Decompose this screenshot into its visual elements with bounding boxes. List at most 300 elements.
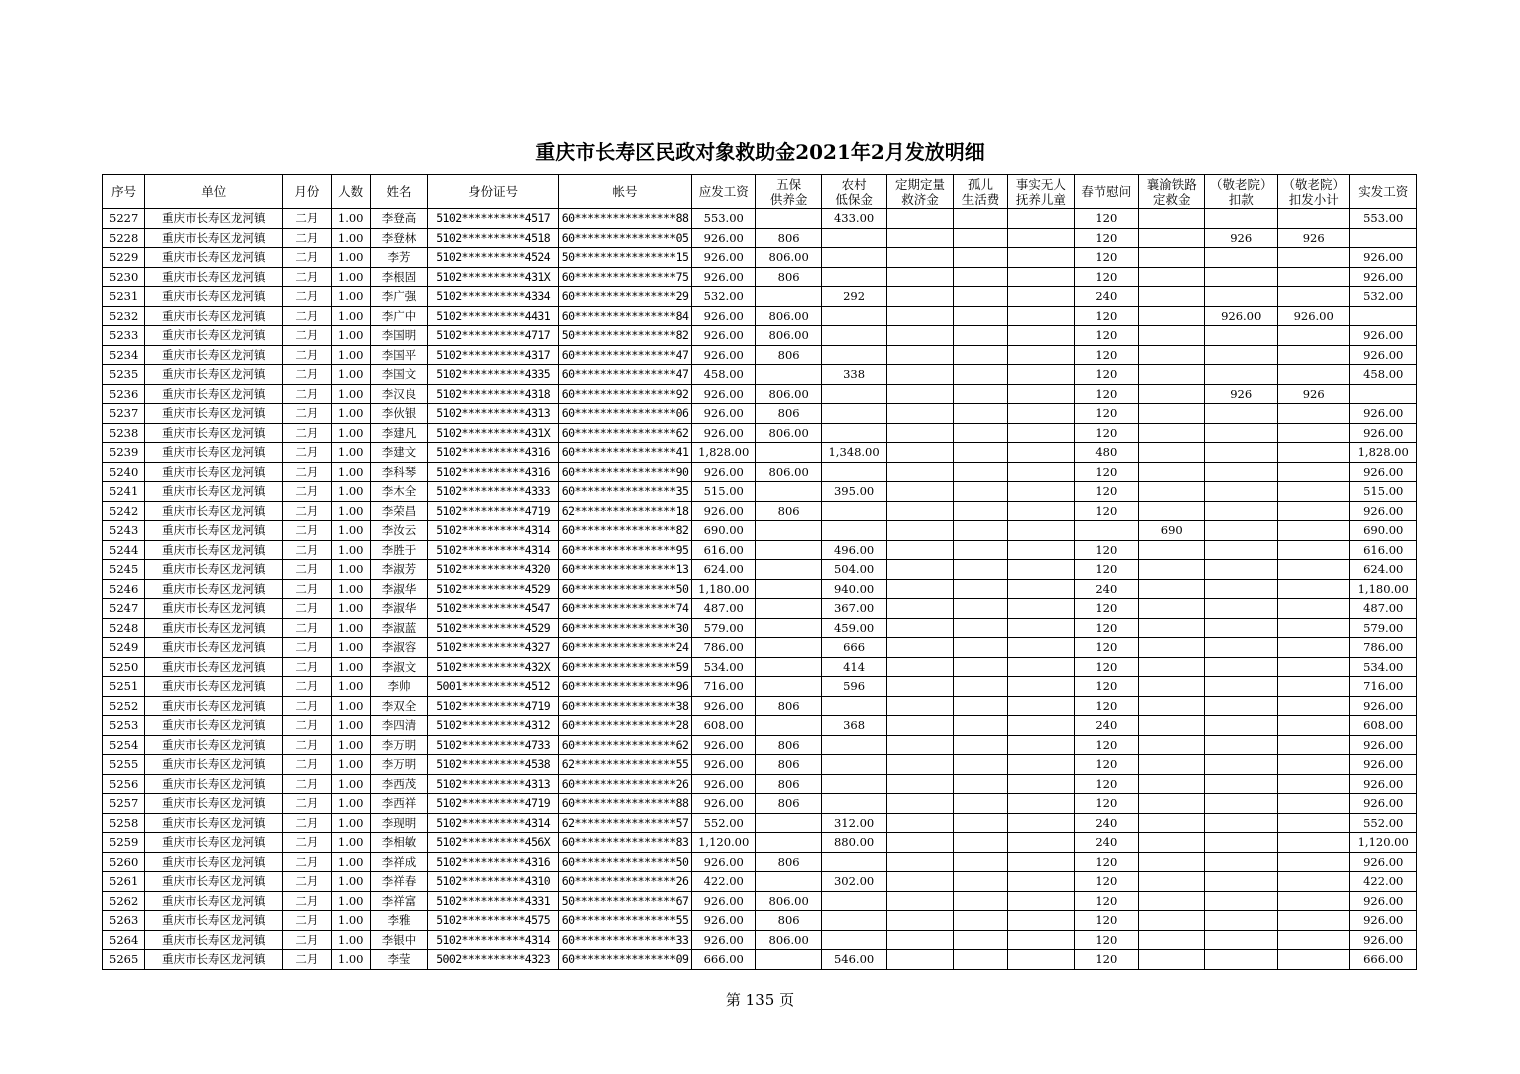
table-cell: 338 — [821, 365, 886, 385]
table-cell — [1139, 755, 1205, 775]
table-cell: 60****************38 — [559, 696, 692, 716]
table-cell: 926.00 — [1350, 326, 1417, 346]
table-cell — [1205, 930, 1277, 950]
table-cell — [821, 735, 886, 755]
table-cell — [821, 501, 886, 521]
table-cell: 1.00 — [331, 228, 370, 248]
table-cell: 1.00 — [331, 248, 370, 268]
table-cell: 60****************82 — [559, 521, 692, 541]
table-cell — [1139, 677, 1205, 697]
table-cell: 二月 — [283, 813, 331, 833]
table-cell: 60****************33 — [559, 930, 692, 950]
table-cell — [1139, 950, 1205, 970]
table-cell: 926.00 — [1350, 345, 1417, 365]
table-cell: 二月 — [283, 228, 331, 248]
table-cell — [756, 443, 821, 463]
table-cell — [1139, 326, 1205, 346]
table-cell: 二月 — [283, 696, 331, 716]
table-cell — [1074, 521, 1138, 541]
table-cell — [756, 287, 821, 307]
table-cell: 120 — [1074, 501, 1138, 521]
table-cell — [1008, 365, 1074, 385]
table-cell: 李登林 — [370, 228, 427, 248]
table-cell — [1277, 501, 1349, 521]
table-cell: 60****************28 — [559, 716, 692, 736]
table-cell — [756, 716, 821, 736]
table-body — [103, 209, 1417, 970]
table-cell: 1.00 — [331, 774, 370, 794]
table-cell: 5235 — [103, 365, 145, 385]
table-cell: 李伙银 — [370, 404, 427, 424]
table-cell — [1205, 482, 1277, 502]
column-header — [428, 175, 559, 209]
table-cell — [1008, 872, 1074, 892]
table-cell: 806 — [756, 696, 821, 716]
table-cell — [1008, 657, 1074, 677]
table-cell — [1205, 891, 1277, 911]
table-cell — [1139, 891, 1205, 911]
column-header-line: 孤儿 — [967, 176, 993, 192]
column-header — [370, 175, 427, 209]
table-cell: 二月 — [283, 462, 331, 482]
table-cell — [953, 755, 1007, 775]
column-header — [145, 175, 283, 209]
table-cell: 二月 — [283, 872, 331, 892]
table-cell: 487.00 — [1350, 599, 1417, 619]
table-cell: 5102**********4335 — [428, 365, 559, 385]
table-cell — [953, 423, 1007, 443]
column-header-line: 事实无人 — [1015, 176, 1066, 192]
table-cell — [1008, 579, 1074, 599]
table-cell: 926.00 — [692, 911, 756, 931]
table-cell: 5102**********432X — [428, 657, 559, 677]
table-cell: 806 — [756, 228, 821, 248]
column-header — [1205, 175, 1277, 209]
table-cell: 5102**********4538 — [428, 755, 559, 775]
table-cell: 926.00 — [692, 735, 756, 755]
table-cell: 60****************62 — [559, 423, 692, 443]
table-cell — [887, 384, 953, 404]
column-header-line: 低保金 — [835, 191, 873, 207]
table-cell — [1139, 911, 1205, 931]
table-cell: 5254 — [103, 735, 145, 755]
table-cell — [953, 501, 1007, 521]
table-cell — [756, 813, 821, 833]
table-cell: 5102**********4314 — [428, 521, 559, 541]
column-header-line: 五保 — [776, 176, 802, 192]
table-cell: 1.00 — [331, 930, 370, 950]
table-cell — [1205, 950, 1277, 970]
table-cell — [1205, 813, 1277, 833]
table-cell: 60****************05 — [559, 228, 692, 248]
table-cell: 1,828.00 — [692, 443, 756, 463]
table-cell — [1008, 813, 1074, 833]
table-cell: 重庆市长寿区龙河镇 — [145, 209, 283, 229]
table-cell: 1.00 — [331, 891, 370, 911]
table-cell — [1205, 423, 1277, 443]
table-cell: 666 — [821, 638, 886, 658]
table-cell: 5102**********431X — [428, 267, 559, 287]
table-cell: 李万明 — [370, 755, 427, 775]
table-cell: 5102**********4547 — [428, 599, 559, 619]
table-cell — [887, 540, 953, 560]
table-cell: 806 — [756, 794, 821, 814]
table-cell — [1350, 228, 1417, 248]
table-cell: 二月 — [283, 638, 331, 658]
table-cell: 120 — [1074, 755, 1138, 775]
table-cell: 重庆市长寿区龙河镇 — [145, 638, 283, 658]
table-cell — [953, 774, 1007, 794]
table-cell — [1139, 365, 1205, 385]
table-cell: 120 — [1074, 696, 1138, 716]
table-cell — [1205, 345, 1277, 365]
table-cell: 二月 — [283, 248, 331, 268]
table-cell: 666.00 — [692, 950, 756, 970]
table-cell — [1277, 755, 1349, 775]
table-cell: 5102**********4318 — [428, 384, 559, 404]
table-cell — [1205, 579, 1277, 599]
table-cell: 5102**********4320 — [428, 560, 559, 580]
table-cell: 1,120.00 — [1350, 833, 1417, 853]
table-cell: 806 — [756, 774, 821, 794]
table-cell: 120 — [1074, 423, 1138, 443]
table-cell — [887, 638, 953, 658]
table-cell — [1139, 482, 1205, 502]
table-cell: 李西祥 — [370, 794, 427, 814]
table-cell — [1008, 833, 1074, 853]
table-cell: 926.00 — [1205, 306, 1277, 326]
table-cell: 重庆市长寿区龙河镇 — [145, 891, 283, 911]
table-cell: 5236 — [103, 384, 145, 404]
table-cell — [953, 462, 1007, 482]
table-cell: 1.00 — [331, 306, 370, 326]
table-cell: 重庆市长寿区龙河镇 — [145, 521, 283, 541]
table-cell — [887, 794, 953, 814]
table-cell: 60****************30 — [559, 618, 692, 638]
table-cell: 458.00 — [1350, 365, 1417, 385]
table-cell — [821, 267, 886, 287]
table-cell: 5244 — [103, 540, 145, 560]
table-cell: 5102**********4517 — [428, 209, 559, 229]
table-cell — [953, 521, 1007, 541]
table-cell: 李汝云 — [370, 521, 427, 541]
table-cell: 二月 — [283, 384, 331, 404]
table-cell: 李木全 — [370, 482, 427, 502]
table-cell — [953, 618, 1007, 638]
table-cell: 5257 — [103, 794, 145, 814]
table-cell — [1139, 735, 1205, 755]
table-cell — [1205, 501, 1277, 521]
table-cell — [1277, 443, 1349, 463]
table-cell: 515.00 — [692, 482, 756, 502]
table-cell: 李祥春 — [370, 872, 427, 892]
table-cell: 李淑芳 — [370, 560, 427, 580]
table-cell — [953, 306, 1007, 326]
table-cell: 552.00 — [1350, 813, 1417, 833]
table-cell — [953, 365, 1007, 385]
table-cell: 1.00 — [331, 794, 370, 814]
table-cell — [953, 813, 1007, 833]
table-cell: 120 — [1074, 384, 1138, 404]
table-cell — [953, 579, 1007, 599]
table-row — [103, 267, 1417, 287]
table-cell: 926.00 — [692, 696, 756, 716]
table-cell: 532.00 — [1350, 287, 1417, 307]
table-cell — [756, 482, 821, 502]
table-cell: 1.00 — [331, 540, 370, 560]
table-cell: 5001**********4512 — [428, 677, 559, 697]
table-cell — [1277, 482, 1349, 502]
table-cell: 926.00 — [692, 852, 756, 872]
table-row — [103, 813, 1417, 833]
column-header-line: 农村 — [841, 176, 867, 192]
table-cell: 120 — [1074, 326, 1138, 346]
table-cell — [887, 482, 953, 502]
table-cell: 1,348.00 — [821, 443, 886, 463]
table-cell: 5238 — [103, 423, 145, 443]
column-header-line: 身份证号 — [468, 184, 519, 199]
table-cell — [1008, 228, 1074, 248]
table-cell: 二月 — [283, 833, 331, 853]
table-cell: 5233 — [103, 326, 145, 346]
table-cell — [887, 560, 953, 580]
table-cell — [1205, 462, 1277, 482]
table-cell: 926.00 — [692, 248, 756, 268]
table-row — [103, 735, 1417, 755]
table-cell: 重庆市长寿区龙河镇 — [145, 248, 283, 268]
table-row — [103, 657, 1417, 677]
table-row — [103, 911, 1417, 931]
table-cell — [1277, 404, 1349, 424]
table-cell — [1205, 735, 1277, 755]
table-cell: 1.00 — [331, 872, 370, 892]
table-row — [103, 833, 1417, 853]
table-cell — [953, 599, 1007, 619]
table-cell: 806.00 — [756, 384, 821, 404]
table-cell: 422.00 — [1350, 872, 1417, 892]
table-cell: 二月 — [283, 618, 331, 638]
table-cell: 1.00 — [331, 716, 370, 736]
column-header-line: 实发工资 — [1358, 184, 1409, 199]
table-row — [103, 930, 1417, 950]
table-cell — [1205, 911, 1277, 931]
table-cell: 1.00 — [331, 365, 370, 385]
table-cell: 60****************41 — [559, 443, 692, 463]
table-cell: 重庆市长寿区龙河镇 — [145, 365, 283, 385]
table-cell: 5102**********4331 — [428, 891, 559, 911]
table-cell: 李建凡 — [370, 423, 427, 443]
table-cell — [953, 638, 1007, 658]
table-cell — [887, 599, 953, 619]
table-cell — [1008, 287, 1074, 307]
table-cell: 926 — [1277, 384, 1349, 404]
table-cell — [953, 696, 1007, 716]
table-cell: 二月 — [283, 501, 331, 521]
table-cell — [1008, 482, 1074, 502]
table-cell — [1277, 891, 1349, 911]
table-cell: 60****************26 — [559, 774, 692, 794]
table-cell: 806 — [756, 345, 821, 365]
table-row — [103, 482, 1417, 502]
table-cell — [953, 345, 1007, 365]
table-cell: 553.00 — [692, 209, 756, 229]
table-cell — [887, 950, 953, 970]
table-cell: 806.00 — [756, 248, 821, 268]
table-cell: 62****************18 — [559, 501, 692, 521]
table-cell — [953, 891, 1007, 911]
table-cell: 1.00 — [331, 579, 370, 599]
table-cell: 5102**********4333 — [428, 482, 559, 502]
table-row — [103, 423, 1417, 443]
table-cell: 940.00 — [821, 579, 886, 599]
table-cell — [1205, 794, 1277, 814]
table-cell: 5230 — [103, 267, 145, 287]
table-cell — [821, 248, 886, 268]
table-cell: 重庆市长寿区龙河镇 — [145, 404, 283, 424]
table-cell — [1139, 404, 1205, 424]
table-cell: 二月 — [283, 326, 331, 346]
table-cell — [1205, 326, 1277, 346]
column-header-line: 救济金 — [901, 191, 939, 207]
column-header — [756, 175, 821, 209]
column-header — [1277, 175, 1349, 209]
table-cell: 重庆市长寿区龙河镇 — [145, 618, 283, 638]
table-cell: 5234 — [103, 345, 145, 365]
table-cell: 240 — [1074, 716, 1138, 736]
table-cell — [1277, 287, 1349, 307]
table-cell: 120 — [1074, 677, 1138, 697]
table-cell: 重庆市长寿区龙河镇 — [145, 423, 283, 443]
table-cell: 5102**********4316 — [428, 852, 559, 872]
table-row — [103, 618, 1417, 638]
table-cell — [821, 228, 886, 248]
table-cell: 李淑容 — [370, 638, 427, 658]
table-cell — [953, 248, 1007, 268]
table-cell — [1139, 345, 1205, 365]
table-cell: 926.00 — [1350, 423, 1417, 443]
page-number: 第 135 页 — [725, 991, 795, 1009]
table-cell — [756, 872, 821, 892]
table-cell: 5250 — [103, 657, 145, 677]
table-cell: 5232 — [103, 306, 145, 326]
table-cell: 5102**********4719 — [428, 696, 559, 716]
table-cell: 李根固 — [370, 267, 427, 287]
table-cell: 50****************82 — [559, 326, 692, 346]
table-cell — [756, 657, 821, 677]
table-cell — [887, 228, 953, 248]
table-cell: 806 — [756, 755, 821, 775]
table-cell — [1205, 696, 1277, 716]
table-cell: 重庆市长寿区龙河镇 — [145, 872, 283, 892]
table-cell — [887, 891, 953, 911]
table-cell: 5259 — [103, 833, 145, 853]
table-cell: 926.00 — [692, 384, 756, 404]
table-cell: 926.00 — [1277, 306, 1349, 326]
table-cell — [887, 365, 953, 385]
table-cell: 926.00 — [692, 345, 756, 365]
table-cell: 5102**********4733 — [428, 735, 559, 755]
table-cell: 李莹 — [370, 950, 427, 970]
table-cell: 重庆市长寿区龙河镇 — [145, 950, 283, 970]
table-cell: 120 — [1074, 657, 1138, 677]
table-cell — [1008, 599, 1074, 619]
table-cell — [1277, 677, 1349, 697]
payment-table — [102, 174, 1417, 970]
table-cell: 1.00 — [331, 287, 370, 307]
table-cell: 120 — [1074, 794, 1138, 814]
table-cell: 5231 — [103, 287, 145, 307]
table-cell — [887, 657, 953, 677]
table-cell: 1.00 — [331, 209, 370, 229]
table-cell — [1277, 462, 1349, 482]
table-cell: 重庆市长寿区龙河镇 — [145, 579, 283, 599]
table-cell: 5102**********4316 — [428, 443, 559, 463]
table-cell — [887, 521, 953, 541]
column-header — [887, 175, 953, 209]
table-cell: 二月 — [283, 599, 331, 619]
table-cell: 62****************55 — [559, 755, 692, 775]
table-cell: 666.00 — [1350, 950, 1417, 970]
table-cell — [1139, 501, 1205, 521]
table-cell: 806.00 — [756, 423, 821, 443]
table-cell: 二月 — [283, 716, 331, 736]
table-cell — [953, 833, 1007, 853]
table-cell — [953, 287, 1007, 307]
table-cell: 5102**********4310 — [428, 872, 559, 892]
table-row — [103, 209, 1417, 229]
table-cell: 二月 — [283, 891, 331, 911]
table-cell: 5102**********4719 — [428, 501, 559, 521]
table-cell — [1277, 267, 1349, 287]
table-cell: 5102**********456X — [428, 833, 559, 853]
table-row — [103, 560, 1417, 580]
table-cell — [953, 852, 1007, 872]
table-cell — [1008, 443, 1074, 463]
table-cell — [1205, 872, 1277, 892]
table-cell — [953, 794, 1007, 814]
table-cell — [1277, 872, 1349, 892]
table-cell: 806.00 — [756, 891, 821, 911]
table-cell — [1205, 560, 1277, 580]
table-cell — [1277, 950, 1349, 970]
table-cell — [821, 521, 886, 541]
table-cell: 1.00 — [331, 618, 370, 638]
table-cell — [1139, 716, 1205, 736]
column-header — [103, 175, 145, 209]
table-cell: 二月 — [283, 560, 331, 580]
table-cell: 李相敏 — [370, 833, 427, 853]
table-cell: 李国明 — [370, 326, 427, 346]
table-cell — [1205, 618, 1277, 638]
table-cell: 60****************24 — [559, 638, 692, 658]
table-cell: 李广中 — [370, 306, 427, 326]
table-cell — [887, 755, 953, 775]
table-cell: 60****************88 — [559, 209, 692, 229]
table-cell — [821, 852, 886, 872]
table-cell: 240 — [1074, 579, 1138, 599]
table-cell: 李雅 — [370, 911, 427, 931]
table-cell — [887, 443, 953, 463]
table-cell — [821, 404, 886, 424]
table-cell: 重庆市长寿区龙河镇 — [145, 813, 283, 833]
table-cell — [1008, 774, 1074, 794]
table-row — [103, 852, 1417, 872]
table-cell — [1277, 638, 1349, 658]
table-cell — [1139, 423, 1205, 443]
table-cell — [1008, 930, 1074, 950]
table-cell — [1139, 618, 1205, 638]
table-row — [103, 404, 1417, 424]
